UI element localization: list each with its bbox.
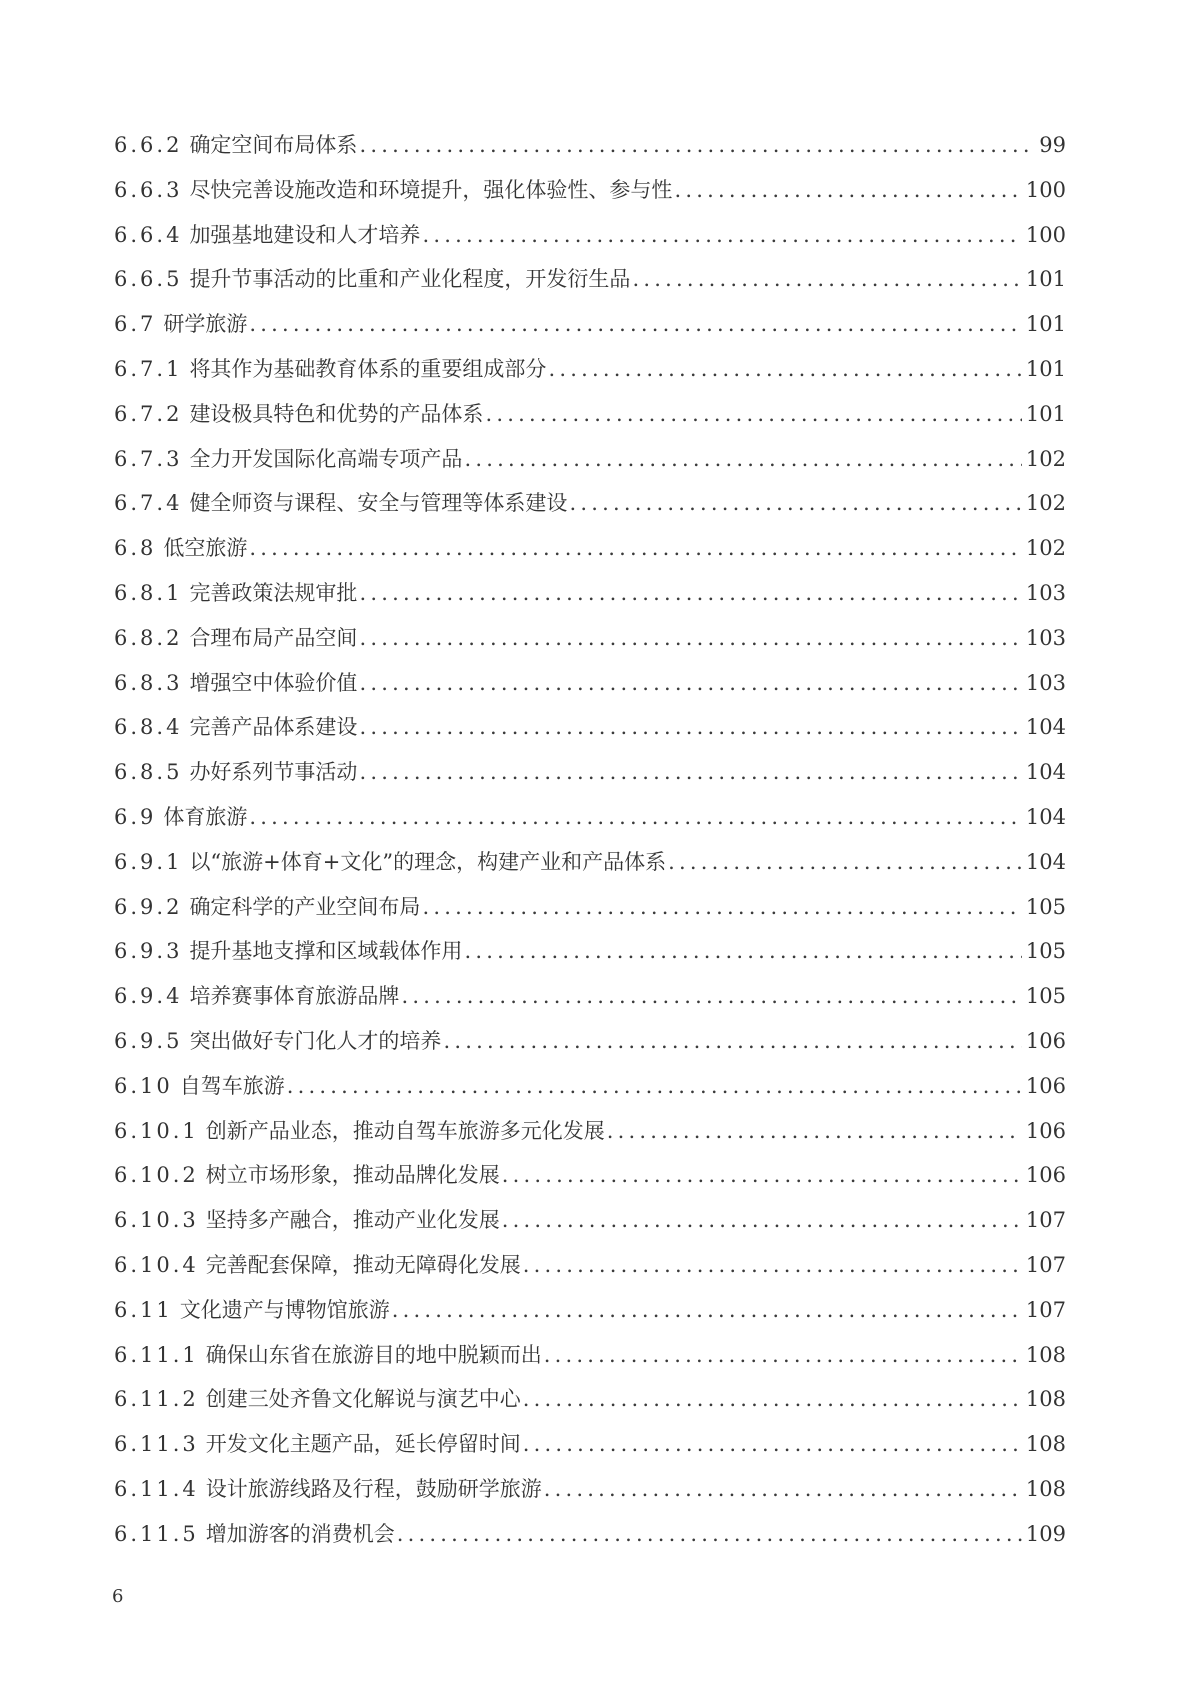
toc-dot-leader <box>523 1429 1022 1459</box>
toc-entry[interactable] <box>114 668 1066 713</box>
toc-dot-leader <box>401 981 1021 1011</box>
toc-section-title: 创建三处齐鲁文化解说与演艺中心 <box>205 1387 521 1412</box>
toc-page-number: 103 <box>1025 670 1066 695</box>
toc-section-number: 6.8.5 <box>114 760 183 785</box>
toc-page-number: 106 <box>1025 1028 1066 1053</box>
toc-dot-leader <box>632 264 1021 294</box>
toc-section-number: 6.10.4 <box>114 1252 199 1277</box>
toc-section-title: 设计旅游线路及行程，鼓励研学旅游 <box>205 1476 542 1501</box>
toc-page-number: 108 <box>1025 1432 1066 1457</box>
toc-page-number: 106 <box>1025 1163 1066 1188</box>
toc-section-title: 尽快完善设施改造和环境提升，强化体验性、参与性 <box>189 177 673 202</box>
toc-section-title: 确定空间布局体系 <box>189 133 358 157</box>
toc-section-title: 健全师资与课程、安全与管理等体系建设 <box>189 491 568 516</box>
toc-section-number: 6.9.2 <box>114 894 183 919</box>
toc-section-number: 6.9.3 <box>114 939 183 964</box>
toc-dot-leader <box>607 1116 1022 1146</box>
toc-section-number: 6.8.4 <box>114 715 183 740</box>
toc-section-number: 6.9.1 <box>114 849 183 874</box>
toc-dot-leader <box>485 399 1021 429</box>
toc-dot-leader <box>287 1071 1022 1101</box>
toc-page-number: 109 <box>1025 1521 1066 1546</box>
toc-section-title: 自驾车旅游 <box>179 1073 285 1098</box>
toc-entry[interactable] <box>114 623 1066 668</box>
toc-section-title: 以“旅游+体育+文化”的理念，构建产业和产品体系 <box>189 849 667 874</box>
toc-section-title: 培养赛事体育旅游品牌 <box>189 984 400 1009</box>
toc-entry[interactable] <box>114 533 1066 578</box>
toc-section-title: 完善产品体系建设 <box>189 715 358 740</box>
toc-section-title: 坚持多产融合，推动产业化发展 <box>205 1208 500 1233</box>
toc-page-number: 108 <box>1025 1476 1066 1501</box>
toc-section-number: 6.6.4 <box>114 222 183 247</box>
toc-page-number: 100 <box>1025 177 1066 202</box>
toc-dot-leader <box>523 1384 1022 1414</box>
toc-section-number: 6.7.4 <box>114 491 183 516</box>
toc-dot-leader <box>249 533 1022 563</box>
toc-entry[interactable] <box>114 1205 1066 1250</box>
toc-section-title: 低空旅游 <box>163 536 248 561</box>
toc-section-number: 6.11.3 <box>114 1432 199 1457</box>
toc-section-number: 6.7.3 <box>114 446 183 471</box>
toc-section-title: 开发文化主题产品，延长停留时间 <box>205 1432 521 1457</box>
toc-page-number: 107 <box>1025 1252 1066 1277</box>
toc-page-number: 104 <box>1025 760 1066 785</box>
toc-page-number: 107 <box>1025 1297 1066 1322</box>
toc-dot-leader <box>359 757 1021 787</box>
toc-dot-leader <box>502 1205 1022 1235</box>
toc-entry[interactable] <box>114 981 1066 1026</box>
toc-section-title: 创新产品业态，推动自驾车旅游多元化发展 <box>205 1118 605 1143</box>
toc-section-number: 6.10 <box>114 1073 173 1098</box>
toc-section-title: 完善配套保障，推动无障碍化发展 <box>205 1252 521 1277</box>
toc-section-number: 6.11.1 <box>114 1342 199 1367</box>
toc-section-title: 树立市场形象，推动品牌化发展 <box>205 1163 500 1188</box>
toc-page-number: 102 <box>1025 446 1066 471</box>
toc-page-number: 108 <box>1025 1342 1066 1367</box>
toc-page-number: 103 <box>1025 625 1066 650</box>
toc-page-number: 104 <box>1025 804 1066 829</box>
toc-section-number: 6.8.1 <box>114 580 183 605</box>
toc-entry[interactable] <box>114 488 1066 533</box>
toc-page-number: 101 <box>1025 356 1066 381</box>
toc-section-number: 6.8 <box>114 536 157 561</box>
toc-dot-leader <box>359 668 1021 698</box>
toc-entry[interactable] <box>114 757 1066 802</box>
toc-dot-leader <box>422 892 1021 922</box>
toc-dot-leader <box>674 175 1021 205</box>
toc-section-title: 确保山东省在旅游目的地中脱颖而出 <box>205 1342 542 1367</box>
toc-entry[interactable] <box>114 354 1066 399</box>
toc-section-number: 6.7.1 <box>114 356 183 381</box>
toc-section-title: 提升基地支撑和区域载体作用 <box>189 939 463 964</box>
toc-page-number: 102 <box>1025 536 1066 561</box>
toc-dot-leader <box>502 1160 1022 1190</box>
toc-entry[interactable] <box>114 892 1066 937</box>
toc-entry[interactable] <box>114 264 1066 309</box>
toc-page-number: 103 <box>1025 580 1066 605</box>
toc-section-number: 6.7.2 <box>114 401 183 426</box>
toc-page-number: 99 <box>1039 133 1066 157</box>
toc-section-title: 体育旅游 <box>163 804 248 829</box>
toc-entry[interactable] <box>114 1026 1066 1071</box>
page-number: 6 <box>112 1586 124 1607</box>
toc-section-title: 加强基地建设和人才培养 <box>189 222 421 247</box>
toc-page-number: 102 <box>1025 491 1066 516</box>
toc-section-number: 6.8.3 <box>114 670 183 695</box>
toc-section-number: 6.8.2 <box>114 625 183 650</box>
toc-section-title: 文化遗产与博物馆旅游 <box>179 1297 390 1322</box>
toc-entry[interactable] <box>114 1384 1066 1429</box>
toc-page-number: 107 <box>1025 1208 1066 1233</box>
toc-dot-leader <box>249 802 1022 832</box>
toc-dot-leader <box>359 712 1021 742</box>
toc-entry[interactable] <box>114 1071 1066 1116</box>
toc-entry[interactable] <box>114 847 1066 892</box>
toc-entry[interactable] <box>114 1116 1066 1161</box>
toc-entry[interactable] <box>114 309 1066 354</box>
toc-entry[interactable] <box>114 1295 1066 1340</box>
toc-dot-leader <box>548 354 1021 384</box>
toc-dot-leader <box>422 220 1021 250</box>
toc-section-number: 6.10.3 <box>114 1208 199 1233</box>
toc-section-title: 建设极具特色和优势的产品体系 <box>189 401 484 426</box>
toc-page-number: 105 <box>1025 939 1066 964</box>
toc-section-number: 6.6.3 <box>114 177 183 202</box>
toc-section-title: 确定科学的产业空间布局 <box>189 894 421 919</box>
toc-page-number: 105 <box>1025 894 1066 919</box>
toc-dot-leader <box>397 1519 1022 1549</box>
toc-section-title: 办好系列节事活动 <box>189 760 358 785</box>
toc-section-title: 研学旅游 <box>163 312 248 337</box>
toc-section-number: 6.7 <box>114 312 157 337</box>
toc-dot-leader <box>544 1474 1022 1504</box>
toc-dot-leader <box>392 1295 1022 1325</box>
toc-page-number: 104 <box>1025 715 1066 740</box>
toc-section-number: 6.11.2 <box>114 1387 199 1412</box>
toc-dot-leader <box>249 309 1022 339</box>
toc-entry[interactable] <box>114 444 1066 489</box>
toc-entry[interactable] <box>114 1250 1066 1295</box>
toc-section-number: 6.9 <box>114 804 157 829</box>
toc-dot-leader <box>443 1026 1021 1056</box>
toc-page-number: 105 <box>1025 984 1066 1009</box>
toc-page-number: 106 <box>1025 1118 1066 1143</box>
toc-section-title: 将其作为基础教育体系的重要组成部分 <box>189 356 547 381</box>
toc-entry[interactable] <box>114 1474 1066 1519</box>
toc-section-title: 合理布局产品空间 <box>189 625 358 650</box>
toc-section-title: 增强空中体验价值 <box>189 670 358 695</box>
toc-section-number: 6.11 <box>114 1297 173 1322</box>
toc-section-title: 突出做好专门化人才的培养 <box>189 1028 442 1053</box>
toc-section-title: 提升节事活动的比重和产业化程度，开发衍生品 <box>189 267 631 292</box>
toc-section-title: 增加游客的消费机会 <box>205 1521 395 1546</box>
toc-page-number: 106 <box>1025 1073 1066 1098</box>
toc-entry[interactable] <box>114 1160 1066 1205</box>
toc-section-number: 6.10.1 <box>114 1118 199 1143</box>
toc-section-title: 完善政策法规审批 <box>189 580 358 605</box>
toc-dot-leader <box>668 847 1022 877</box>
toc-section-number: 6.6.2 <box>114 133 183 157</box>
toc-page-number: 101 <box>1025 267 1066 292</box>
toc-dot-leader <box>359 623 1021 653</box>
toc-dot-leader <box>359 578 1021 608</box>
toc-dot-leader <box>544 1340 1022 1370</box>
toc-entry[interactable] <box>114 1519 1066 1564</box>
toc-entry[interactable] <box>114 802 1066 847</box>
toc-page-number: 101 <box>1025 312 1066 337</box>
toc-entry[interactable] <box>114 175 1066 220</box>
toc-dot-leader <box>359 130 1035 160</box>
toc-section-number: 6.11.5 <box>114 1521 199 1546</box>
toc-page-number: 104 <box>1025 849 1066 874</box>
toc-entry[interactable] <box>114 220 1066 265</box>
toc-dot-leader <box>464 444 1021 474</box>
toc-section-number: 6.9.4 <box>114 984 183 1009</box>
toc-page-number: 108 <box>1025 1387 1066 1412</box>
toc-section-number: 6.6.5 <box>114 267 183 292</box>
toc-page-number: 101 <box>1025 401 1066 426</box>
toc-entry[interactable] <box>114 1429 1066 1474</box>
toc-entry[interactable] <box>114 712 1066 757</box>
toc-page-number: 100 <box>1025 222 1066 247</box>
table-of-contents <box>114 130 1066 1564</box>
toc-section-number: 6.9.5 <box>114 1028 183 1053</box>
toc-entry[interactable] <box>114 1340 1066 1385</box>
toc-dot-leader <box>464 936 1021 966</box>
toc-entry[interactable] <box>114 936 1066 981</box>
toc-entry[interactable] <box>114 130 1066 175</box>
toc-dot-leader <box>523 1250 1022 1280</box>
toc-dot-leader <box>569 488 1021 518</box>
toc-entry[interactable] <box>114 578 1066 623</box>
toc-section-number: 6.11.4 <box>114 1476 199 1501</box>
toc-section-title: 全力开发国际化高端专项产品 <box>189 446 463 471</box>
toc-entry[interactable] <box>114 399 1066 444</box>
toc-section-number: 6.10.2 <box>114 1163 199 1188</box>
